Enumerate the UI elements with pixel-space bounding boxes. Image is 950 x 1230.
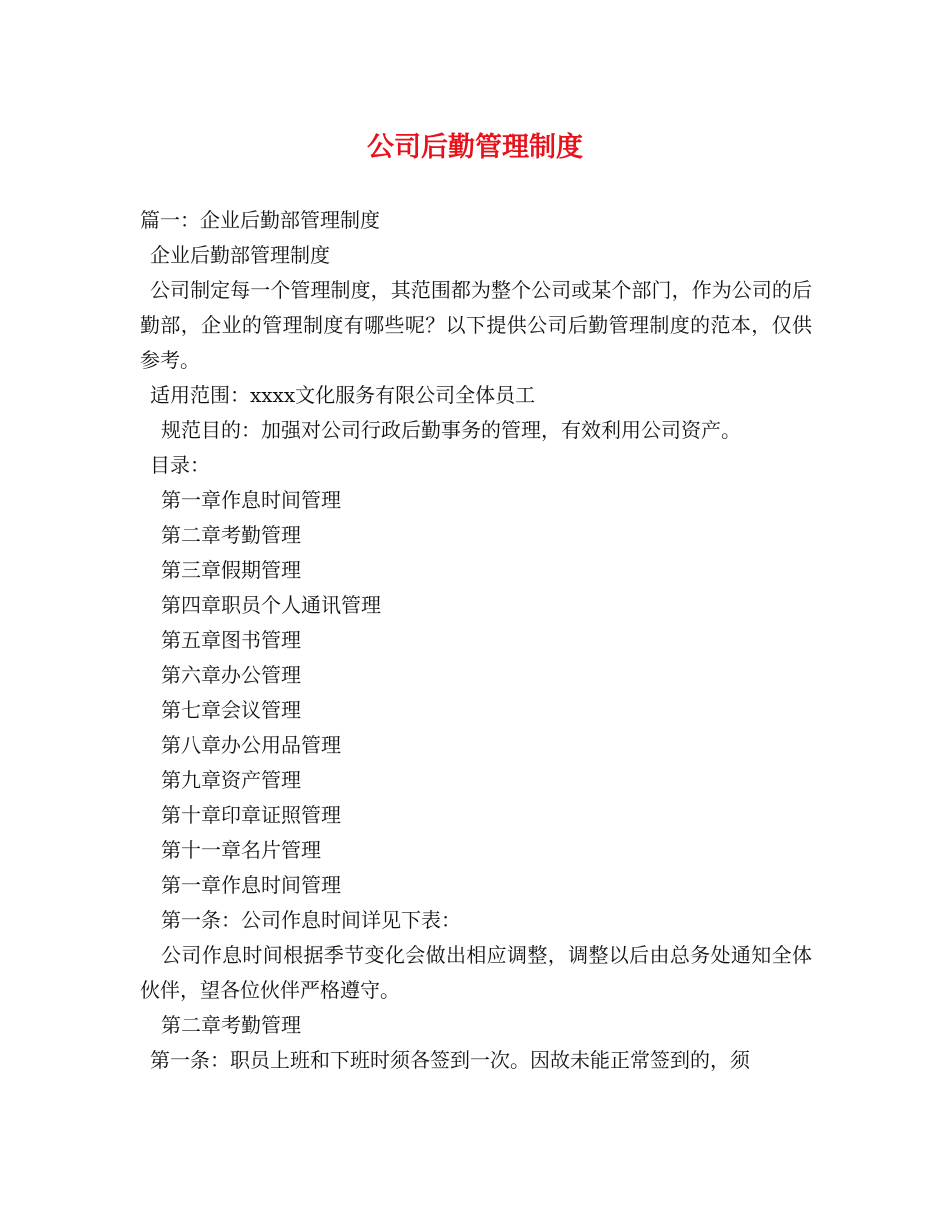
toc-item: 第二章考勤管理 bbox=[161, 523, 301, 547]
toc-item: 第一章作息时间管理 bbox=[161, 488, 341, 512]
toc-item: 第十一章名片管理 bbox=[161, 838, 321, 862]
toc-item: 第三章假期管理 bbox=[161, 558, 301, 582]
article-line: 第一条：公司作息时间详见下表： bbox=[161, 908, 461, 932]
section-heading: 篇一：企业后勤部管理制度 bbox=[140, 208, 380, 232]
purpose-line: 规范目的：加强对公司行政后勤事务的管理，有效利用公司资产。 bbox=[161, 418, 741, 442]
subsection-heading: 企业后勤部管理制度 bbox=[150, 243, 330, 267]
toc-item: 第五章图书管理 bbox=[161, 628, 301, 652]
scope-line: 适用范围：xxxx文化服务有限公司全体员工 bbox=[150, 383, 536, 407]
toc-item: 第十章印章证照管理 bbox=[161, 803, 341, 827]
document-title: 公司后勤管理制度 bbox=[367, 132, 583, 163]
chapter-heading: 第一章作息时间管理 bbox=[161, 873, 341, 897]
chapter-heading: 第二章考勤管理 bbox=[161, 1013, 301, 1037]
toc-heading: 目录： bbox=[150, 453, 210, 477]
toc-item: 第七章会议管理 bbox=[161, 698, 301, 722]
intro-paragraph: 公司制定每一个管理制度，其范围都为整个公司或某个部门，作为公司的后勤部，企业的管理制度有哪些呢？以下提供公司后勤管理制度的范本，仅供参考。 bbox=[140, 278, 812, 372]
toc-item: 第六章办公管理 bbox=[161, 663, 301, 687]
schedule-paragraph: 公司作息时间根据季节变化会做出相应调整，调整以后由总务处通知全体伙伴，望各位伙伴严格遵守。 bbox=[140, 943, 812, 1002]
toc-item: 第九章资产管理 bbox=[161, 768, 301, 792]
toc-item: 第四章职员个人通讯管理 bbox=[161, 593, 381, 617]
article-line: 第一条：职员上班和下班时须各签到一次。因故未能正常签到的，须 bbox=[150, 1048, 750, 1072]
toc-item: 第八章办公用品管理 bbox=[161, 733, 341, 757]
document-body bbox=[140, 203, 812, 1078]
